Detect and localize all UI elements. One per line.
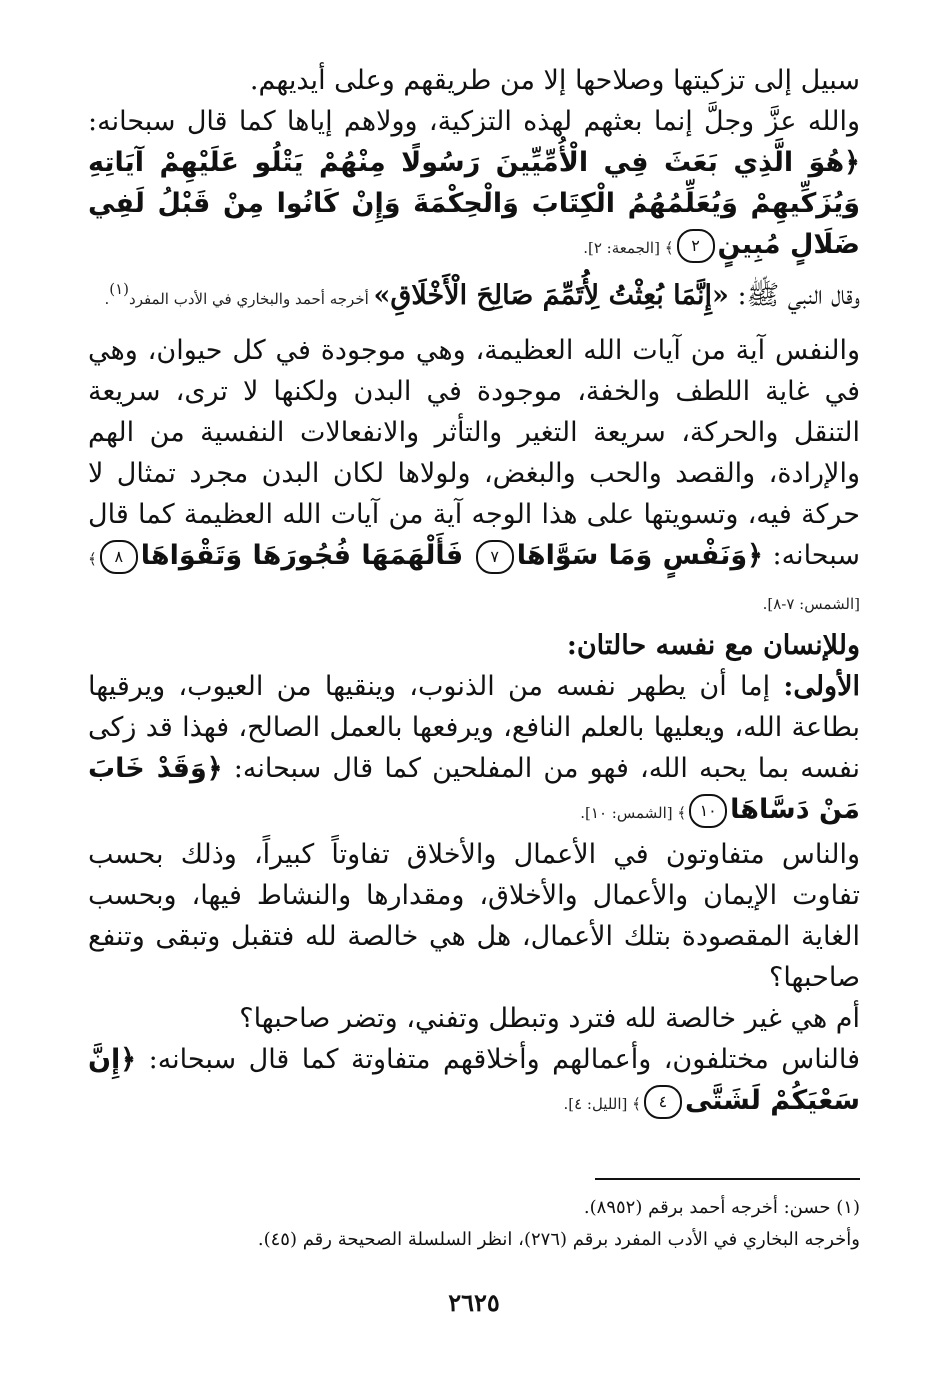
hadith-text: «إِنَّمَا بُعِثْتُ لِأُتَمِّمَ صَالِحَ الْأَخْلَاقِ» bbox=[373, 280, 729, 311]
paragraph-8 bbox=[88, 1039, 860, 1125]
paragraph-5-label: الأولى: bbox=[783, 671, 860, 702]
paragraph-8-text: فالناس مختلفون، وأعمالهم وأخلاقهم متفاوتة كما قال سبحانه: bbox=[136, 1044, 860, 1075]
quran-verse-jumuah: ﴿هُوَ الَّذِي بَعَثَ فِي الْأُمِّيِّينَ رَسُولًا مِنْهُمْ يَتْلُو عَلَيْهِمْ آيَاتِهِ وَيُزَكِّيهِمْ وَيُعَلِّمُهُمُ الْكِتَابَ وَالْحِكْمَةَ وَإِنْ كَانُوا مِنْ قَبْلُ لَفِي ضَلَالٍ مُبِينٍ bbox=[88, 147, 860, 260]
page-number: ٢٦٢٥ bbox=[448, 1288, 500, 1317]
paragraph-1-text: سبيل إلى تزكيتها وصلاحها إلا من طريقهم وعلى أيديهم. bbox=[249, 65, 860, 96]
ayah-number-marker: ٢ bbox=[677, 229, 715, 263]
paragraph-5-text: إما أن يطهر نفسه من الذنوب، وينقيها من العيوب، ويرقيها بطاعة الله، ويعليها بالعلم النافع، ويرفعها بالعمل الصالح، فهذا قد زكى نفسه بما يحبه الله، فهو من المفلحين كما قال سبحانه: bbox=[88, 671, 860, 784]
ayah-number-marker: ٤ bbox=[644, 1085, 682, 1119]
quran-verse-shams-10: ﴿وَقَدْ خَابَ مَنْ دَسَّاهَا bbox=[88, 753, 860, 825]
section-heading bbox=[88, 625, 860, 666]
verse-reference: ﴾ [الليل: ٤]. bbox=[563, 1095, 641, 1113]
ayah-number-marker: ٨ bbox=[100, 540, 138, 574]
hadith-reference: أخرجه أحمد والبخاري في الأدب المفرد bbox=[129, 290, 374, 308]
quran-verse-shams-7: ﴿وَنَفْسٍ وَمَا سَوَّاهَا bbox=[516, 540, 763, 571]
footnote-1-continued: وأخرجه البخاري في الأدب المفرد برقم (٢٧٦)، انظر السلسلة الصحيحة رقم (٤٥). bbox=[257, 1229, 860, 1250]
footnote-1: (١) حسن: أخرجه أحمد برقم (٨٩٥٢). bbox=[583, 1197, 860, 1218]
ayah-number-marker: ٧ bbox=[476, 540, 514, 574]
quran-verse-layl-4: ﴿إِنَّ سَعْيَكُمْ لَشَتَّى bbox=[88, 1044, 860, 1116]
footnotes bbox=[88, 1192, 860, 1256]
paragraph-2-text: والله عزَّ وجلَّ إنما بعثهم لهذه التزكية، وولاهم إياها كما قال سبحانه: bbox=[88, 106, 860, 137]
verse-reference: ﴾ [الشمس: ٧-٨]. bbox=[88, 550, 860, 613]
paragraph-4 bbox=[88, 330, 860, 625]
paragraph-4-text: والنفس آية من آيات الله العظيمة، وهي موجودة في كل حيوان، وهي في غاية اللطف والخفة، موجودة في البدن ولكنها لا ترى، سريعة التنقل والحركة، سريعة التغير والتأثر والانفعالات النفسية من الهم والإرادة، والقصد والحب والبغض، ولولاها لكان البدن مجرد تمثال لا حركة فيه، وتسويتها على هذا الوجه آية من آيات الله العظيمة كما قال سبحانه: bbox=[88, 335, 860, 571]
paragraph-1 bbox=[88, 60, 860, 101]
footnote-divider bbox=[595, 1178, 860, 1180]
paragraph-7 bbox=[88, 998, 860, 1039]
quran-verse-shams-8: فَأَلْهَمَهَا فُجُورَهَا وَتَقْوَاهَا bbox=[140, 540, 464, 571]
paragraph-3-text: وقال النبي ﷺ: bbox=[728, 280, 860, 311]
paragraph-7-text: أم هي غير خالصة لله فترد وتبطل وتفني، وتضر صاحبها؟ bbox=[239, 1003, 860, 1034]
page-body bbox=[88, 60, 860, 1125]
verse-reference: ﴾ [الجمعة: ٢]. bbox=[583, 239, 674, 257]
footnote-marker: (١) bbox=[109, 280, 130, 298]
section-heading-text: وللإنسان مع نفسه حالتان: bbox=[566, 630, 860, 661]
ayah-number-marker: ١٠ bbox=[689, 794, 727, 828]
paragraph-5 bbox=[88, 666, 860, 834]
paragraph-2 bbox=[88, 101, 860, 269]
paragraph-6-text: والناس متفاوتون في الأعمال والأخلاق تفاوتاً كبيراً، وذلك بحسب تفاوت الإيمان والأعمال والأخلاق، ومقدارها والنشاط فيها، وبحسب الغاية المقصودة بتلك الأعمال، هل هي خالصة لله فتقبل وتبقى وتنفع صاحبها؟ bbox=[88, 839, 860, 993]
paragraph-6 bbox=[88, 834, 860, 998]
hadith-reference-end: . bbox=[104, 290, 110, 308]
verse-reference: ﴾ [الشمس: ١٠]. bbox=[580, 804, 687, 822]
paragraph-3 bbox=[88, 269, 860, 320]
